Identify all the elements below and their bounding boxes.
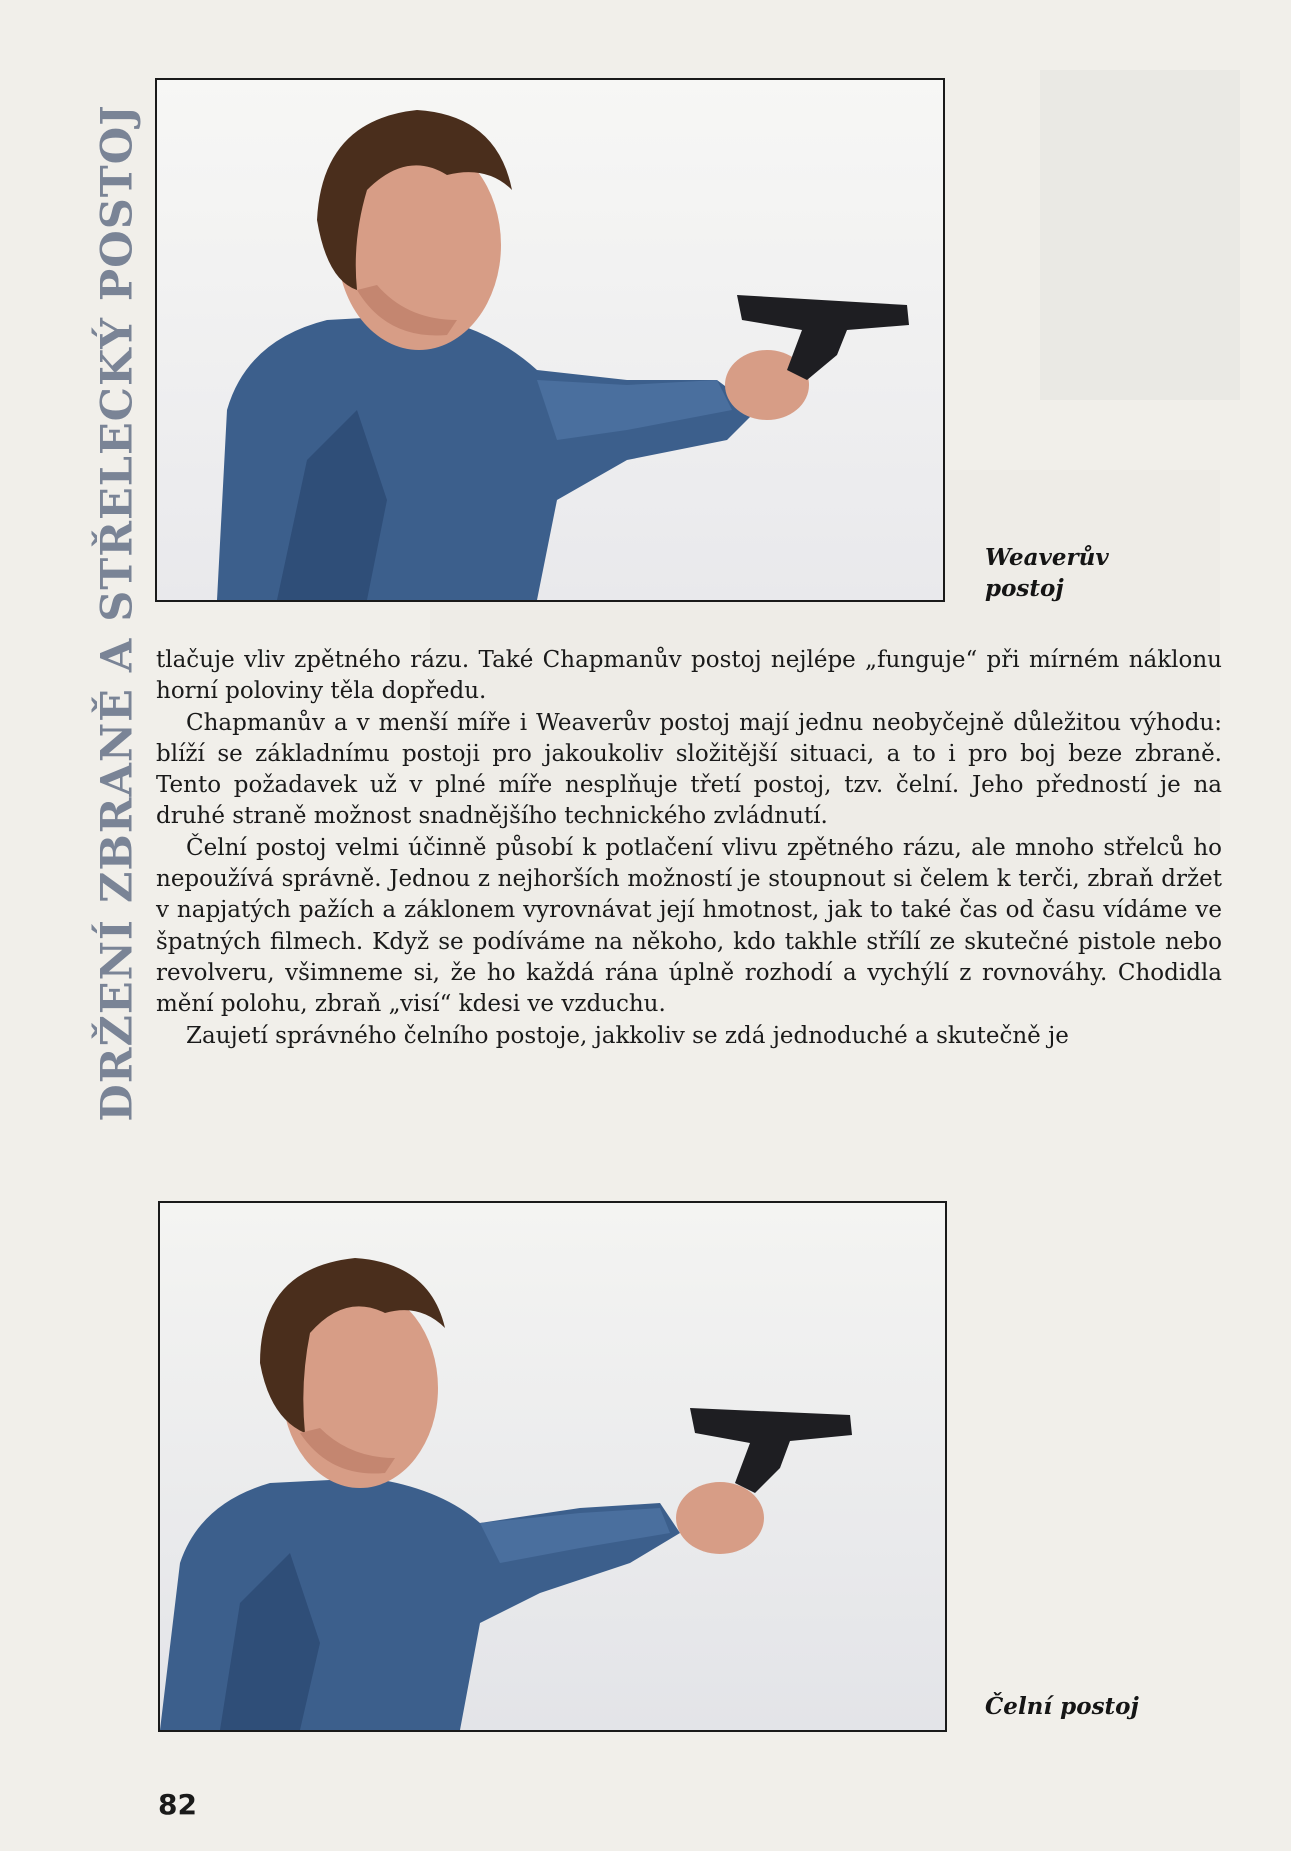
paragraph: Zaujetí správného čelního postoje, jakkoliv se zdá jednoduché a skutečně je — [186, 1022, 1069, 1049]
body-text — [156, 645, 1222, 1052]
caption-line: Weaverův — [985, 544, 1109, 571]
figure-caption-frontal — [985, 1691, 1139, 1722]
paragraph: Chapmanův a v menší míře i Weaverův postoj mají jednu neobyčejně důležitou výhodu: blíží se základnímu postoji pro jakoukoliv složitější situaci, a to i pro boj beze zbraně. Tento požadavek už v plné míře nesplňuje třetí postoj, tzv. čelní. Jeho předností je na druhé straně možnost snadnějšího technického zvládnutí. — [156, 709, 1222, 830]
page-number: 82 — [158, 1788, 197, 1821]
weaver-stance-illustration — [157, 80, 943, 600]
running-head-text: DRŽENÍ ZBRANĚ A STŘELECKÝ POSTOJ — [93, 103, 143, 1122]
caption-line: Čelní postoj — [985, 1693, 1139, 1720]
running-head — [88, 70, 148, 1155]
frontal-stance-illustration — [160, 1203, 945, 1730]
figure-caption-weaver — [985, 542, 1109, 604]
bleed-through-area — [1040, 70, 1240, 400]
paragraph: tlačuje vliv zpětného rázu. Také Chapmanův postoj nejlépe „funguje“ při mírném náklonu horní poloviny těla dopředu. — [156, 647, 1222, 705]
paragraph: Čelní postoj velmi účinně působí k potlačení vlivu zpětného rázu, ale mnoho střelců ho nepoužívá správně. Jednou z nejhorších možností je stoupnout si čelem k terči, zbraň držet v napjatých pažích a záklonem vyrovnávat její hmotnost, jak to také čas od času vídáme ve špatných filmech. Když se podíváme na někoho, kdo takhle střílí ze skutečné pistole nebo revolveru, všimneme si, že ho každá rána úplně rozhodí a vychýlí z rovnováhy. Chodidla mění polohu, zbraň „visí“ kdesi ve vzduchu. — [156, 834, 1222, 1018]
hands-shape — [676, 1482, 764, 1554]
photo-weaver-stance — [155, 78, 945, 602]
photo-frontal-stance — [158, 1201, 947, 1732]
caption-line: postoj — [985, 575, 1064, 602]
